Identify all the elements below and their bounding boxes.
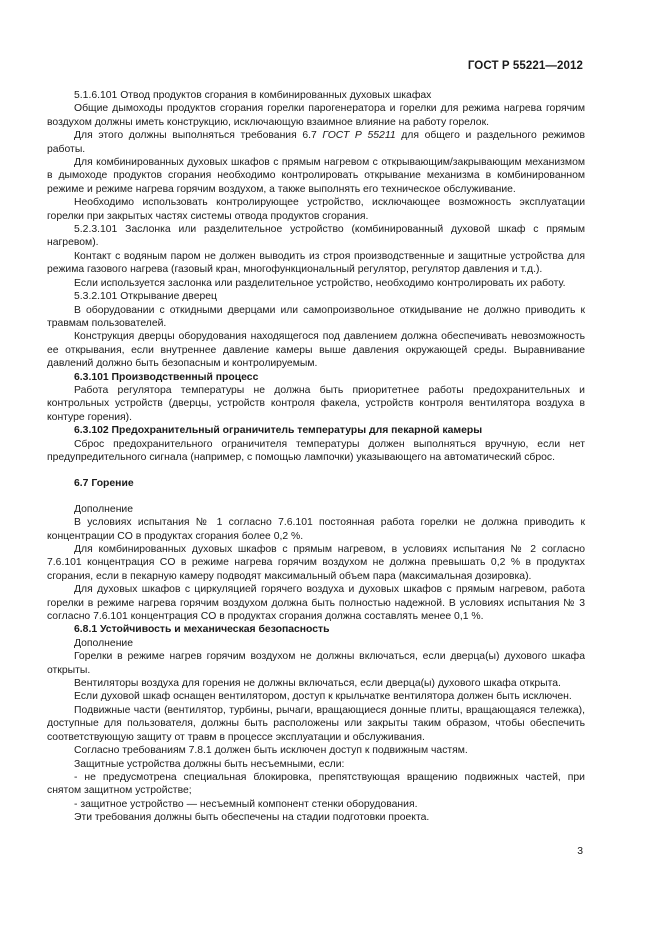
paragraph-text: Для этого должны выполняться требования 6.7 [74,130,323,142]
paragraph: Контакт с водяным паром не должен выводить из строя производственные и защитные устройства для режима газового нагрева (газовый кран, многофункциональный регулятор, регулятор давления и т.д.). [47,250,585,276]
paragraph: В условиях испытания № 1 согласно 7.6.101 постоянная работа горелки не должна приводить к концентрации CO в продуктах сгорания более 0,2 %. [47,517,585,542]
section-heading: 6.7 Горение [74,478,134,490]
paragraph: Дополнение [74,503,134,515]
paragraph: Для комбинированных духовых шкафов с прямым нагревом, в условиях испытания № 2 согласно 7.6.101 концентрация CO в режиме нагрева горячим воздухом не должна превышать 0,2 % в продуктах сгорания, если в пекарную камеру подводят максимальный объем пара (максимальная дозировка). [47,544,585,582]
paragraph: Сброс предохранительного ограничителя температуры должен выполняться вручную, если нет предупредительного сигнала (например, с помощью лампочки) указывающего на автоматический сброс. [47,438,585,463]
paragraph: Конструкция дверцы оборудования находящегося под давлением должна обеспечивать невозможность ее открывания, если внутреннее давление камеры выше давления окружающей среды. Выравнивание давлений должно быть безопасным и контролируемым. [47,331,585,370]
paragraph: Согласно требованиям 7.8.1 должен быть исключен доступ к подвижным частям. [74,745,468,757]
paragraph-text: для общего и раздельного режимов работы. [47,130,585,155]
paragraph: Вентиляторы воздуха для горения не должны включаться, если дверца(ы) духового шкафа открыта. [74,678,561,690]
paragraph: Если духовой шкаф оснащен вентилятором, доступ к крыльчатке вентилятора должен быть исключен. [74,691,572,703]
paragraph: Для комбинированных духовых шкафов с прямым нагревом с открывающим/закрывающим механизмом в дымоходе продуктов сгорания необходимо контролировать открывание механизма в комбинированном режиме и режиме нагрева горячим воздухом, а также выполнять его техническое обслуживание. [47,157,585,195]
subsection-heading: 6.8.1 Устойчивость и механическая безопасность [74,624,330,636]
paragraph: Подвижные части (вентилятор, турбины, рычаги, вращающиеся донные плиты, вращающаяся тележка), доступные для пользователя, должны быть расположены или закрыты таким образом, чтобы обеспечить соответствующую защиту от травм в процессе эксплуатации и обслуживания. [47,704,585,743]
list-item: - защитное устройство — несъемный компонент стенки оборудования. [74,798,418,810]
paragraph: 5.2.3.101 Заслонка или разделительное устройство (комбинированный духовой шкаф с прямым нагревом). [47,224,585,249]
paragraph: Необходимо использовать контролирующее устройство, исключающее возможность эксплуатации горелки при закрытых частях системы отвода продуктов сгорания. [47,197,585,222]
page-number: 3 [577,846,583,857]
paragraph: Работа регулятора температуры не должна быть приоритетнее работы предохранительных и контрольных устройств (дверцы, устройств контроля факела, устройств контроля вентилятора воздуха в контуре горения). [47,384,585,423]
paragraph: 5.1.6.101 Отвод продуктов сгорания в комбинированных духовых шкафах [74,90,432,101]
paragraph: Защитные устройства должны быть несъемными, если: [74,758,345,770]
standard-reference: ГОСТ Р 55211 [322,130,396,142]
list-item: - не предусмотрена специальная блокировка, препятствующая вращению подвижных частей, при снятом защитном устройстве; [47,771,585,797]
paragraph: Для духовых шкафов с циркуляцией горячего воздуха и духовых шкафов с прямым нагревом, работа горелки в режиме нагрева горячим воздухом должна быть полностью надежной. В условиях испытания № 3 согласно 7.6.101 концентрация CO в продуктах сгорания должна составлять менее 0,1 %. [47,584,585,623]
paragraph: Если используется заслонка или разделительное устройство, необходимо контролировать их работу. [74,277,566,289]
subsection-heading: 6.3.101 Производственный процесс [74,371,259,383]
paragraph: Эти требования должны быть обеспечены на стадии подготовки проекта. [74,812,430,824]
paragraph: В оборудовании с откидными дверцами или самопроизвольное откидывание не должно приводить к травмам пользователей. [47,304,585,329]
paragraph: Горелки в режиме нагрев горячим воздухом не должны включаться, если дверца(ы) духового шкафа открыты. [47,651,585,676]
paragraph: Дополнение [74,637,134,649]
document-standard-code: ГОСТ Р 55221—2012 [467,60,583,72]
document-body [47,89,585,825]
paragraph: Общие дымоходы продуктов сгорания горелки парогенератора и горелки для режима нагрева горячим воздухом должны иметь конструкцию, исключающую взаимное влияние на работу горелок. [47,103,585,128]
subsection-heading: 6.3.102 Предохранительный ограничитель температуры для пекарной камеры [74,425,483,437]
paragraph: 5.3.2.101 Открывание дверец [74,291,217,303]
paragraph [47,129,585,156]
